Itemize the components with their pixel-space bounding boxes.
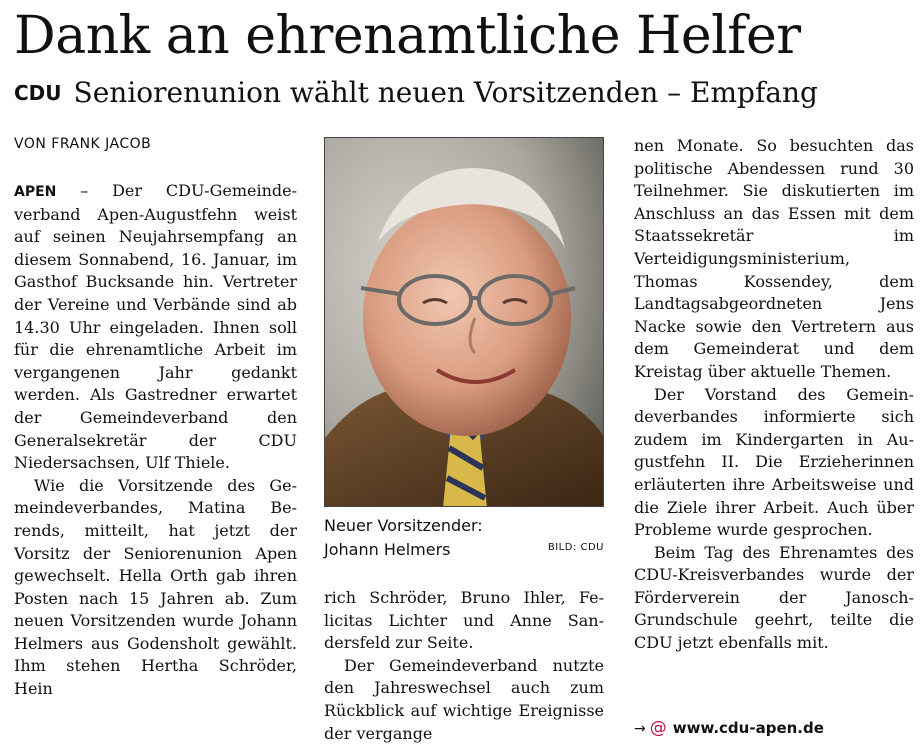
- p2-tail: rich Schröder, Bruno Ihler, Felicitas Lichter und Anne Sandersfeld zur Seite.: [324, 588, 604, 653]
- paragraph-1: [14, 180, 297, 475]
- paragraph-5: Beim Tag des Ehrenamtes des CDU-Kreisverbandes wurde der Förderverein der Janosch-Grundschule geehrt, teilte die CDU jetzt ebenfalls mit.: [634, 542, 914, 653]
- arrow-icon: →: [634, 721, 646, 737]
- paragraph-1-text: – Der CDU-Gemeindeverband Apen-Augustfehn weist auf seinen Neujahrsempfang an diesem Sonnabend, 16. Januar, im Gasthof Bucksande hin. Vertreter der Vereine und Verbände sind ab 14.30 Uhr eingeladen. Ihnen soll für die ehrenamtliche Arbeit im vergangenen Jahr gedankt werden. Als Gastredner erwartet der Gemeindeverband den Generalsekretär der CDU Niedersachsen, Ulf Thiele.: [14, 181, 297, 473]
- kicker: CDU: [14, 80, 62, 105]
- at-icon: @: [649, 718, 667, 738]
- paragraph-2-continued: [324, 587, 604, 655]
- subtitle: Seniorenunion wählt neuen Vorsitzenden – Empfang: [73, 76, 818, 109]
- paragraph-2: Wie die Vorsitzende des Gemeindeverbandes, Matina Berends, mitteilt, hat jetzt der Vorsitz der Seniorenunion Apen gewechselt. Hella Orth gab ihren Posten nach 15 Jahren ab. Zum neuen Vorsitzenden wurde Johann Helmers aus Godensholt gewählt. Ihm stehen Hertha Schröder, Hein: [14, 475, 297, 699]
- article-column-1: [14, 180, 297, 746]
- headline: Dank an ehrenamtliche Helfer: [14, 6, 801, 66]
- dateline-location: APEN: [14, 184, 57, 200]
- caption-line-2: Johann Helmers: [324, 540, 451, 559]
- portrait-photo: [324, 137, 604, 507]
- website-link[interactable]: [634, 718, 914, 738]
- photo-credit: BILD: CDU: [547, 542, 604, 553]
- subline: [14, 76, 818, 116]
- portrait-image: [325, 138, 604, 507]
- article-column-3: [634, 135, 914, 715]
- paragraph-4: Der Vorstand des Gemeindeverbandes informierte sich zudem im Kindergarten in Augustfehn II. Die Erzieherinnen erläuterten ihre Arbeitsweise und die Ziele ihrer Arbeit. Auch über Probleme wurde gesprochen.: [634, 384, 914, 540]
- paragraph-3-continued: nen Monate. So besuchten das politische Abendessen rund 30 Teilnehmer. Sie diskutierten im Anschluss an das Essen mit dem Staatssekretär im Verteidigungsministerium, Thomas Kossendey, dem Landtagsabgeordneten Jens Nacke sowie den Vertretern aus dem Gemeinderat und dem Kreistag über aktuelle Themen.: [634, 136, 914, 381]
- photo-caption: [324, 514, 604, 562]
- paragraph-3-start: Der Gemeindeverband nutzte den Jahreswechsel auch zum Rückblick auf wichtige Ereignisse der vergange: [324, 655, 604, 743]
- website-url[interactable]: www.cdu-apen.de: [672, 719, 824, 737]
- article-column-2: [324, 587, 604, 747]
- byline: VON FRANK JACOB: [14, 136, 152, 152]
- caption-line-1: Neuer Vorsitzender:: [324, 516, 483, 535]
